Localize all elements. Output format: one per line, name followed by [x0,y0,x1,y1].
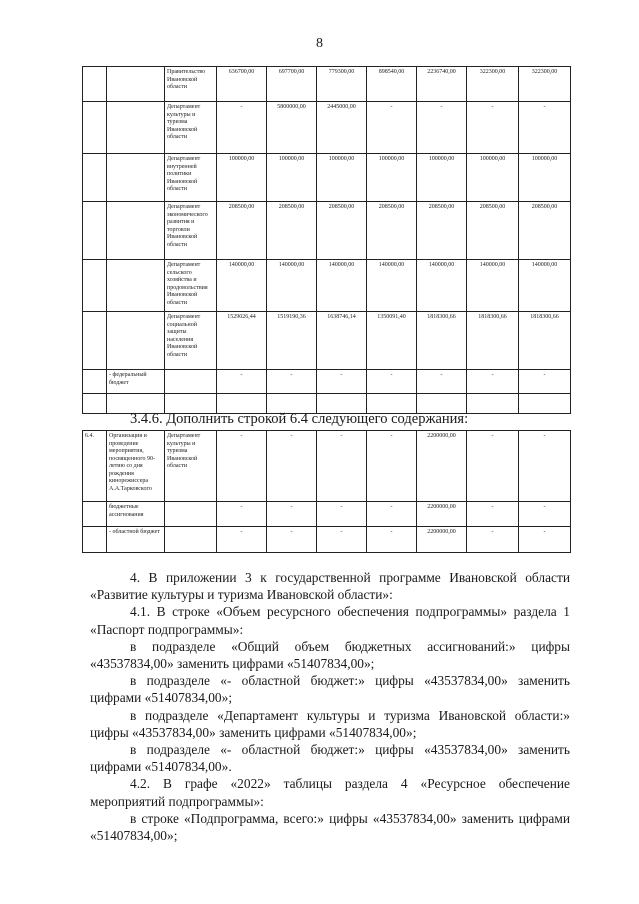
value-cell: 2200000,00 [417,527,467,553]
value-cell: 2236740,00 [417,67,467,102]
paragraph: в подразделе «Департамент культуры и туризма Ивановской области:» цифры «43537834,00» заменить цифрами «51407834,00»; [90,707,570,740]
value-cell: - [467,527,519,553]
value-cell: 1529026,44 [217,312,267,370]
value-cell: - [519,431,571,502]
activity-cell [107,202,165,260]
table-row [83,67,571,102]
value-cell: 697700,00 [267,67,317,102]
value-cell: 1519190,36 [267,312,317,370]
value-cell: 100000,00 [367,154,417,202]
table-row [83,527,571,553]
value-cell: 322300,00 [519,67,571,102]
row-number-cell [83,260,107,312]
row-number-cell [83,312,107,370]
value-cell: - [367,502,417,527]
table-row [83,312,571,370]
value-cell: 140000,00 [267,260,317,312]
value-cell [467,394,519,414]
table-row [83,260,571,312]
organization-cell: Департамент экономического развития и торговли Ивановской области [165,202,217,260]
organization-cell: Департамент сельского хозяйства и продовольствия Ивановской области [165,260,217,312]
value-cell: - [519,102,571,154]
value-cell: - [367,431,417,502]
value-cell: - [519,527,571,553]
value-cell: 208500,00 [267,202,317,260]
activity-cell [107,312,165,370]
value-cell: - [467,502,519,527]
value-cell: 140000,00 [467,260,519,312]
value-cell: 100000,00 [267,154,317,202]
value-cell: - [217,502,267,527]
activity-cell [107,260,165,312]
value-cell: - [367,102,417,154]
amendment-text [90,569,570,844]
value-cell: 208500,00 [317,202,367,260]
value-cell: 5800000,00 [267,102,317,154]
value-cell: 2200000,00 [417,431,467,502]
value-cell: 2445000,00 [317,102,367,154]
activity-cell [107,102,165,154]
paragraph: 4. В приложении 3 к государственной программе Ивановской области «Развитие культуры и туризма Ивановской области»: [90,570,570,603]
paragraph: 4.1. В строке «Объем ресурсного обеспечения подпрограммы» раздела 1 «Паспорт подпрограммы»: [90,604,570,637]
value-cell: 208500,00 [467,202,519,260]
organization-cell: Департамент внутренней политики Ивановской области [165,154,217,202]
value-cell: - [267,502,317,527]
value-cell: 1818300,66 [417,312,467,370]
row-number-cell [83,202,107,260]
table-row [83,370,571,394]
value-cell: - [519,502,571,527]
value-cell [519,394,571,414]
section-heading: 3.4.6. Дополнить строкой 6.4 следующего содержания: [130,411,469,427]
value-cell: 140000,00 [217,260,267,312]
value-cell: - [267,527,317,553]
value-cell: 208500,00 [417,202,467,260]
organization-cell: Департамент социальной защиты населения Ивановской области [165,312,217,370]
row-number-cell [83,67,107,102]
value-cell: - [417,102,467,154]
row-number-cell [83,527,107,553]
value-cell: - [467,370,519,394]
value-cell: - [217,431,267,502]
row-number-cell [83,102,107,154]
activity-cell: - федеральный бюджет [107,370,165,394]
value-cell: 140000,00 [317,260,367,312]
paragraph: в подразделе «Общий объем бюджетных ассигнований:» цифры «43537834,00» заменить цифрами «51407834,00»; [90,638,570,672]
value-cell: 100000,00 [467,154,519,202]
paragraph: в подразделе «- областной бюджет:» цифры «43537834,00» заменить цифрами «51407834,00». [90,742,570,775]
value-cell: - [317,527,367,553]
value-cell: - [267,370,317,394]
value-cell: 1350091,40 [367,312,417,370]
value-cell: 1818300,66 [519,312,571,370]
row-number-cell [83,502,107,527]
activity-cell: - областной бюджет [107,527,165,553]
row-number-cell: 6.4. [83,431,107,502]
value-cell: 1818300,66 [467,312,519,370]
value-cell: 636700,00 [217,67,267,102]
activity-cell [107,67,165,102]
value-cell: - [417,370,467,394]
value-cell: - [367,527,417,553]
value-cell: - [317,431,367,502]
organization-cell [165,527,217,553]
table-row [83,431,571,502]
value-cell: 140000,00 [519,260,571,312]
value-cell: 1638746,14 [317,312,367,370]
organization-cell: Правительство Ивановской области [165,67,217,102]
organization-cell: Департамент культуры и туризма Ивановской области [165,102,217,154]
table-row [83,202,571,260]
activity-cell [107,154,165,202]
row-number-cell [83,394,107,414]
row-number-cell [83,370,107,394]
funding-table-new-row [82,430,571,553]
value-cell: 140000,00 [367,260,417,312]
value-cell: - [217,102,267,154]
table-row [83,154,571,202]
page-number: 8 [316,36,323,51]
paragraph: в строке «Подпрограмма, всего:» цифры «43537834,00» заменить цифрами «51407834,00»; [90,810,570,844]
value-cell: - [267,431,317,502]
value-cell: - [467,431,519,502]
value-cell: 100000,00 [519,154,571,202]
activity-cell: бюджетные ассигнования [107,502,165,527]
value-cell: 2200000,00 [417,502,467,527]
value-cell: 100000,00 [217,154,267,202]
value-cell: - [467,102,519,154]
value-cell: - [519,370,571,394]
value-cell: 322300,00 [467,67,519,102]
organization-cell [165,370,217,394]
value-cell: 208500,00 [367,202,417,260]
funding-table-continued [82,66,571,414]
value-cell: 898540,00 [367,67,417,102]
activity-cell: Организация и проведение мероприятия, посвященного 90-летию со дня рождения кинорежиссера А.А.Тарковского [107,431,165,502]
organization-cell: Департамент культуры и туризма Ивановской области [165,431,217,502]
table-row [83,102,571,154]
table-row [83,502,571,527]
paragraph: 4.2. В графе «2022» таблицы раздела 4 «Ресурсное обеспечение мероприятий подпрограммы»: [90,776,570,809]
value-cell: 100000,00 [317,154,367,202]
value-cell: 140000,00 [417,260,467,312]
value-cell: - [317,370,367,394]
value-cell: - [367,370,417,394]
value-cell: 208500,00 [519,202,571,260]
value-cell: 100000,00 [417,154,467,202]
row-number-cell [83,154,107,202]
value-cell: 208500,00 [217,202,267,260]
organization-cell [165,502,217,527]
value-cell: 779300,00 [317,67,367,102]
value-cell: - [217,527,267,553]
value-cell: - [317,502,367,527]
paragraph: в подразделе «- областной бюджет:» цифры «43537834,00» заменить цифрами «51407834,00»; [90,673,570,706]
value-cell: - [217,370,267,394]
